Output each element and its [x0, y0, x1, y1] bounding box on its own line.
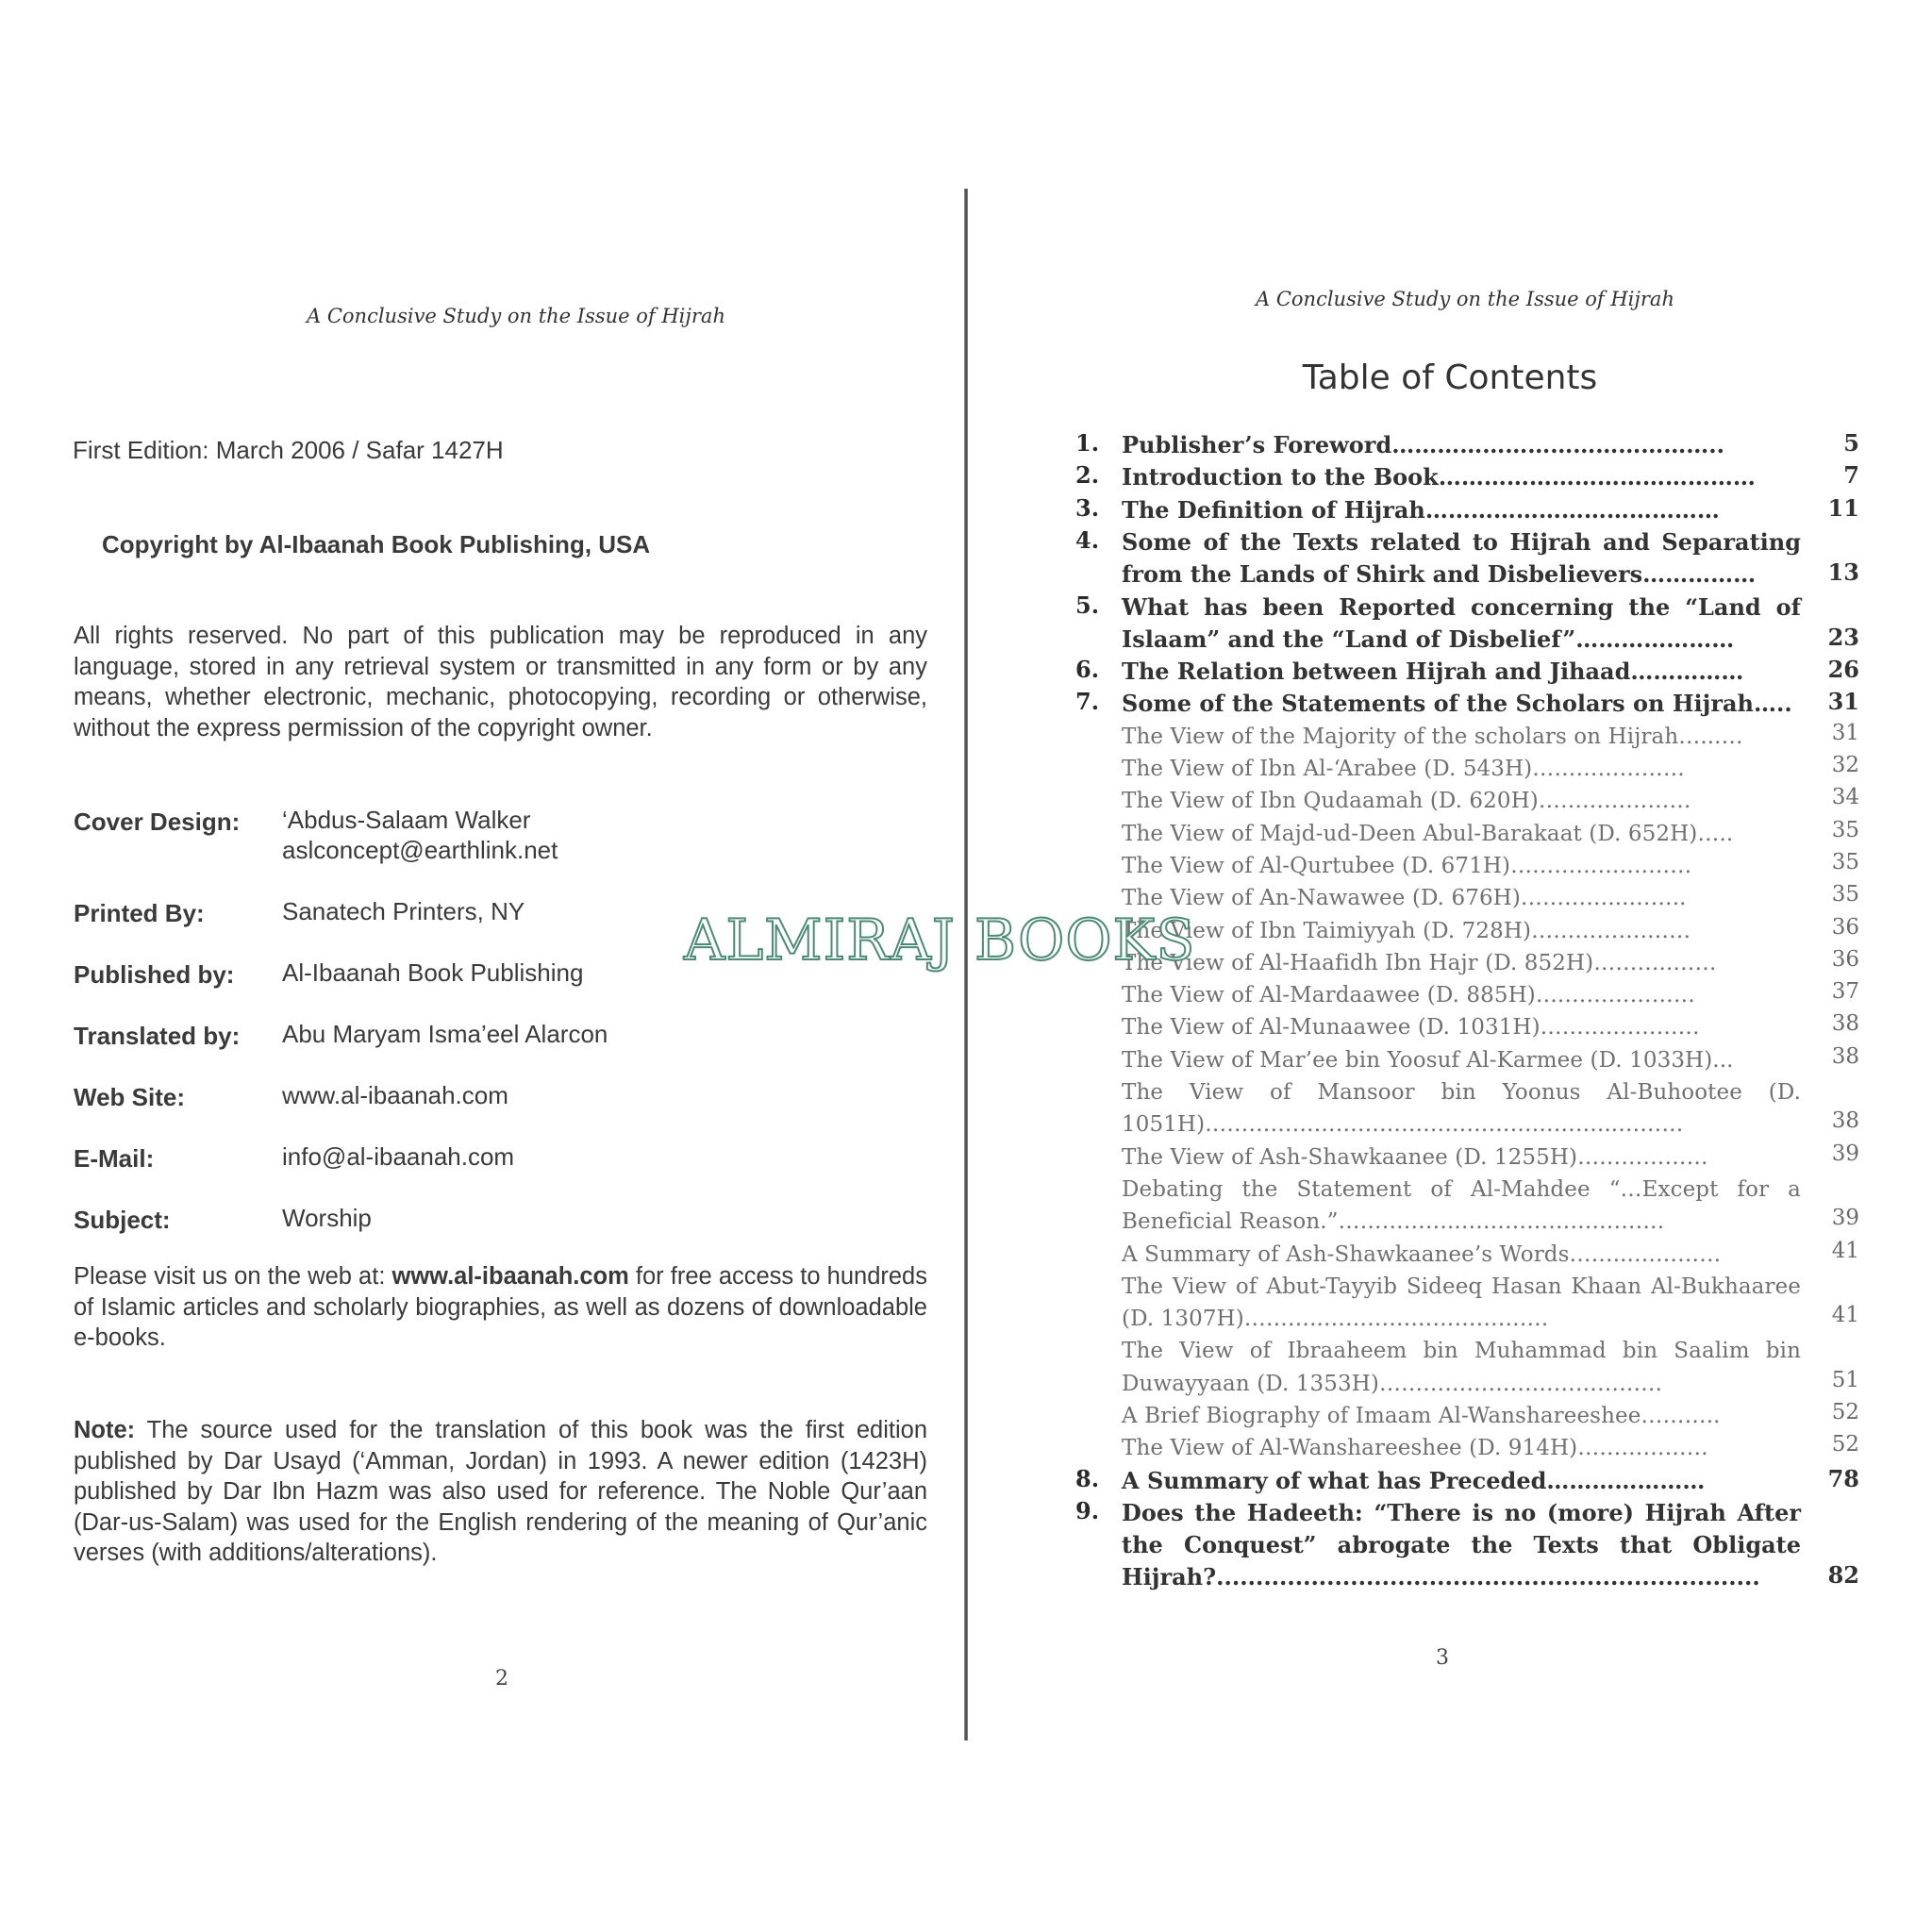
toc-entry-title: The View of the Majority of the scholars on Hijrah…...…	[1122, 724, 1743, 749]
toc-entry-page: 82	[1827, 1561, 1859, 1590]
toc-entry	[968, 850, 1932, 882]
toc-entry	[968, 1174, 1932, 1239]
detail-label-email: E-Mail:	[74, 1144, 155, 1173]
toc-title: Table of Contents	[1302, 358, 1598, 397]
toc-entry-title: The View of Al-Haafidh Ibn Hajr (D. 852H)………..……	[1122, 950, 1717, 975]
toc-entry-title: The View of Ibraaheem bin Muhammad bin Saalim bin Duwayyaan (D. 1353H)…………………………………	[1122, 1339, 1801, 1396]
detail-label-printed-by: Printed By:	[74, 899, 205, 927]
toc-entry-title: The Definition of Hijrah…………………………………	[1122, 495, 1720, 524]
running-head-right: A Conclusive Study on the Issue of Hijrah	[1256, 288, 1674, 310]
toc-entry	[968, 818, 1932, 850]
toc-entry	[968, 721, 1932, 753]
toc-entry-title: The View of Majd-ud-Deen Abul-Barakaat (D. 652H)…..	[1122, 821, 1734, 846]
toc-entry-title: A Summary of what has Preceded…………………	[1122, 1466, 1706, 1494]
detail-label-published-by: Published by:	[74, 960, 235, 989]
toc-entry-page: 23	[1827, 623, 1859, 651]
toc-entry	[968, 494, 1932, 526]
toc-entry	[968, 526, 1932, 591]
toc-entry	[968, 429, 1932, 461]
toc-entry-page: 38	[1831, 1011, 1859, 1037]
watermark: ALMIRAJ BOOKS	[684, 908, 1196, 974]
toc-entry-page: 31	[1831, 720, 1859, 745]
toc-entry-page: 31	[1827, 688, 1859, 716]
toc-entry	[968, 1465, 1932, 1497]
toc-entry-number: 2.	[1075, 461, 1100, 490]
toc-entry-title: The View of Al-Munaawee (D. 1031H)……….…………	[1122, 1015, 1700, 1041]
toc-entry-page: 32	[1831, 753, 1859, 777]
toc-entry-title: The View of Abut-Tayyib Sideeq Hasan Khaan Al-Bukhaaree (D. 1307H)………..………………………….	[1122, 1274, 1801, 1332]
toc-entry-title: Debating the Statement of Al-Mahdee “…Except for a Beneficial Reason.”……………..……………………….	[1122, 1176, 1801, 1235]
detail-value-cover-design	[282, 805, 558, 865]
toc-entry-page: 41	[1831, 1238, 1859, 1263]
toc-entry-title: The View of Al-Mardaawee (D. 885H)….………………	[1122, 983, 1695, 1008]
toc-entry-page: 5	[1843, 429, 1859, 457]
toc-entry-title: The View of Mansoor bin Yoonus Al-Buhootee (D. 1051H)………………………………………………...………	[1122, 1080, 1801, 1138]
toc-entry-page: 36	[1831, 914, 1859, 940]
toc-entry	[968, 1497, 1932, 1594]
page-number-left: 2	[495, 1667, 508, 1690]
detail-value-published-by: Al-Ibaanah Book Publishing	[282, 958, 584, 987]
toc-entry-page: 52	[1831, 1400, 1859, 1424]
toc-entry-title: The View of Ibn Qudaamah (D. 620H)…………………	[1122, 789, 1691, 814]
toc-entry-title: The View of An-Nawawee (D. 676H)…………...……..	[1122, 886, 1687, 911]
toc-entry-page: 7	[1843, 461, 1859, 490]
rights-paragraph: All rights reserved. No part of this publication may be reproduced in any language, stored in any retrieval system or transmitted in any form or by any means, whether electronic, mechanic, photocopying, recording or otherwise, without the express permission of the copyright owner.	[74, 623, 927, 741]
toc-entry-page: 26	[1827, 656, 1859, 684]
toc-entry	[968, 1432, 1932, 1464]
toc-entry-title: Some of the Texts related to Hijrah and Separating from the Lands of Shirk and Disbelievers……………	[1122, 527, 1801, 589]
toc-entry-title: Some of the Statements of the Scholars on Hijrah…..	[1122, 690, 1792, 718]
toc-entry-number: 5.	[1075, 591, 1100, 619]
copyright-line: Copyright by Al-Ibaanah Book Publishing, USA	[102, 530, 651, 558]
detail-label-subject: Subject:	[74, 1206, 171, 1234]
detail-value-web-site: www.al-ibaanah.com	[282, 1081, 508, 1109]
cover-designer-name: ‘Abdus-Salaam Walker	[282, 806, 531, 834]
toc-entry-page: 11	[1827, 493, 1859, 522]
toc-entry-title: The Relation between Hijrah and Jihaad……………	[1122, 658, 1744, 686]
edition-line: First Edition: March 2006 / Safar 1427H	[73, 436, 504, 464]
toc-entry-page: 39	[1831, 1141, 1859, 1166]
detail-value-email: info@al-ibaanah.com	[282, 1142, 515, 1171]
toc-entry-page: 36	[1831, 946, 1859, 972]
toc-entry	[968, 1400, 1932, 1432]
running-head-left: A Conclusive Study on the Issue of Hijrah	[307, 305, 725, 327]
toc-entry-title: A Summary of Ash-Shawkaanee’s Words……...…………	[1122, 1241, 1722, 1267]
toc-entry	[968, 1271, 1932, 1336]
toc-entry-title: Does the Hadeeth: “There is no (more) Hijrah After the Conquest” abrogate the Texts that Obligate Hijrah?.....................................................................	[1122, 1498, 1801, 1591]
cover-designer-email: aslconcept@earthlink.net	[282, 836, 558, 864]
detail-label-web-site: Web Site:	[74, 1083, 185, 1111]
note-label: Note:	[74, 1417, 136, 1443]
toc-entry-page: 34	[1831, 785, 1859, 810]
toc-entry	[968, 1076, 1932, 1141]
note-paragraph	[74, 1415, 927, 1569]
detail-value-translated-by: Abu Maryam Isma’eel Alarcon	[282, 1020, 608, 1048]
toc-entry-number: 4.	[1075, 525, 1100, 554]
toc-entry	[968, 1239, 1932, 1271]
toc-entry	[968, 688, 1932, 720]
toc-entry	[968, 785, 1932, 817]
page-number-right: 3	[1436, 1646, 1449, 1670]
toc-entry	[968, 753, 1932, 785]
detail-label-translated-by: Translated by:	[74, 1022, 241, 1050]
toc-entry-title: The View of Ibn Taimiyyah (D. 728H)…………….……	[1122, 918, 1691, 943]
toc-entry	[968, 1141, 1932, 1174]
toc-entry-page: 78	[1827, 1464, 1859, 1492]
toc-entry	[968, 591, 1932, 657]
toc-entry-page: 35	[1831, 882, 1859, 908]
toc-entry	[968, 1335, 1932, 1400]
note-text: The source used for the translation of this book was the first edition published by Dar Usayd (‘Amman, Jordan) in 1993. A newer edition (1423H) published by Dar Ibn Hazm was also used for reference. The Noble Qur’aan (Dar-us-Salam) was used for the English rendering of the meaning of Qur’anic verses (with additions/alterations).	[74, 1417, 927, 1566]
visit-paragraph	[74, 1261, 927, 1354]
toc-entry	[968, 979, 1932, 1011]
detail-label-cover-design: Cover Design:	[74, 808, 241, 836]
visit-link: www.al-ibaanah.com	[391, 1263, 629, 1290]
visit-text-after: for free access to hundreds of Islamic articles and scholarly biographies, as well as dozens of downloadable e-books.	[74, 1263, 927, 1351]
toc-entry	[968, 1044, 1932, 1076]
toc-entry-title: The View of Al-Qurtubee (D. 671H)……………….……	[1122, 853, 1692, 878]
detail-value-printed-by: Sanatech Printers, NY	[282, 897, 525, 925]
toc-entry-page: 38	[1831, 1043, 1859, 1069]
toc-entry-title: The View of Ash-Shawkaanee (D. 1255H)………………	[1122, 1144, 1708, 1170]
toc-entry-page: 13	[1827, 558, 1859, 587]
toc-entry	[968, 461, 1932, 493]
toc-entry-number: 3.	[1075, 493, 1100, 522]
toc-entry-title: The View of Ibn Al-‘Arabee (D. 543H)…………………	[1122, 757, 1685, 781]
toc-entry	[968, 1011, 1932, 1043]
detail-value-subject: Worship	[282, 1204, 372, 1232]
toc-entry-number: 8.	[1075, 1464, 1100, 1492]
toc-entry-title: The View of Mar’ee bin Yoosuf Al-Karmee (D. 1033H)...	[1122, 1047, 1734, 1073]
toc-entry	[968, 656, 1932, 688]
toc-entry-number: 7.	[1075, 688, 1100, 716]
toc-entry-page: 51	[1831, 1367, 1859, 1392]
toc-entry-number: 9.	[1075, 1496, 1100, 1524]
toc-entry-number: 6.	[1075, 656, 1100, 684]
toc-entry-page: 38	[1831, 1108, 1859, 1134]
toc-entry-page: 37	[1831, 979, 1859, 1005]
toc-entry-page: 35	[1831, 817, 1859, 842]
toc-entry-title: Introduction to the Book……………………………………	[1122, 463, 1756, 491]
toc-entry-title: A Brief Biography of Imaam Al-Wanshareeshee………..	[1122, 1404, 1721, 1428]
toc-entry-page: 52	[1831, 1432, 1859, 1457]
visit-text-before: Please visit us on the web at:	[74, 1263, 392, 1290]
toc-entry-title: Publisher’s Foreword……………………………………..	[1122, 431, 1724, 458]
toc-entry-title: What has been Reported concerning the “Land of Islaam” and the “Land of Disbelief”…………………	[1122, 592, 1801, 653]
toc-entry-number: 1.	[1075, 429, 1100, 457]
toc-entry-page: 39	[1831, 1206, 1859, 1231]
toc-entry-page: 35	[1831, 849, 1859, 874]
toc-entry-page: 41	[1831, 1303, 1859, 1328]
toc-entry-title: The View of Al-Wanshareeshee (D. 914H)………………	[1122, 1436, 1708, 1461]
